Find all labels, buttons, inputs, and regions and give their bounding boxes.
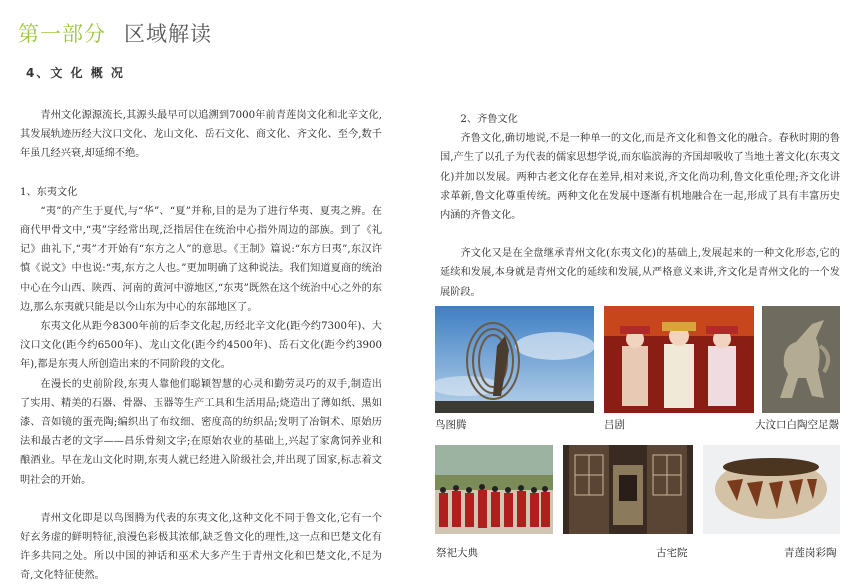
bird-totem-photo (435, 306, 594, 413)
qilu-heading: 2、齐鲁文化 (460, 114, 518, 125)
sacrifice-ceremony-photo (435, 445, 553, 534)
lu-opera-photo (604, 306, 754, 413)
qinglian-pottery-photo (703, 445, 840, 534)
caption-sacrifice-ceremony: 祭祀大典 (436, 547, 478, 559)
dongyi-heading: 1、东夷文化 (20, 186, 78, 198)
section-title: 4、文 化 概 况 (26, 66, 125, 80)
page-header (18, 18, 212, 50)
dongyi-paragraph-1: “夷”的产生于夏代,与“华”、“夏”并称,目的是为了进行华夷、夏夷之辨。在商代甲骨文中,“夷”字经常出现,泛指居住在统治中心指外周边的部族。到了《礼记》曲礼下,“夷”才开始有“东方之人”的意思。《王制》篇说:“东方曰夷”,东汉许慎《说文》中也说:“夷,东方之人也。”更加明确了这种说法。我们知道夏商的统治中心在今山西、陕西、河南的黄河中游地区,“东夷”既然在这个统治中心之外的东边,那么东夷就只能是以今山东为中心的东部地区了。 (20, 205, 382, 313)
intro-paragraph: 青州文化源源流长,其源头最早可以追溯到7000年前青莲岗文化和北辛文化,其发展轨迹历经大汶口文化、龙山文化、岳石文化、商文化、齐文化、至今,数千年虽几经兴衰,却延绵不绝。 (20, 110, 382, 160)
dawenkou-pottery-photo (762, 306, 840, 413)
qilu-paragraph-1: 齐鲁文化,确切地说,不是一种单一的文化,而是齐文化和鲁文化的融合。春秋时期的鲁国,产生了以孔子为代表的儒家思想学说,而东临滨海的齐国却吸收了当地土著文化(东夷文化)并加以发展。两种古老文化存在差异,相对来说,齐文化尚功利,鲁文化重伦理;齐文化讲求革新,鲁文化尊重传统。两种文化在发展中逐渐有机地融合在一起,形成了具有丰富历史内涵的齐鲁文化。 (440, 133, 840, 222)
dongyi-paragraph-4: 青州文化即是以鸟图腾为代表的东夷文化,这种文化不同于鲁文化,它有一个好玄务虚的鲜明特征,浪漫色彩极其浓郁,缺乏鲁文化的理性,这一点和巴楚文化有许多共同之处。所以中国的神话和巫术大多产生于青州文化和巴楚文化,不足为奇,文化特征使然。 (20, 512, 382, 582)
caption-qinglian-pottery: 青莲岗彩陶 (784, 547, 837, 559)
part-subtitle: 区域解读 (124, 22, 212, 46)
caption-lu-opera: 吕剧 (604, 419, 625, 431)
right-column (440, 110, 840, 302)
caption-bird-totem: 鸟图腾 (435, 419, 467, 431)
dongyi-paragraph-2: 东夷文化从距今8300年前的后李文化起,历经北辛文化(距今约7300年)、大汶口文化(距今约6500年)、龙山文化(距今约4500年)、岳石文化(距今约3900年),都是东夷人所创造出来的不同阶段的文化。 (20, 321, 382, 371)
part-title: 第一部分 (18, 22, 106, 46)
left-column (20, 106, 382, 586)
qilu-paragraph-2: 齐文化又是在全盘继承青州文化(东夷文化)的基础上,发展起来的一种文化形态,它的延续和发展,本身就是青州文化的延续和发展,从严格意义来讲,齐文化是青州文化的一个发展阶段。 (440, 248, 840, 298)
caption-ancient-courtyard: 古宅院 (656, 547, 688, 559)
ancient-courtyard-photo (563, 445, 693, 534)
caption-dawenkou-pottery: 大汶口白陶空足鬶 (755, 419, 839, 431)
dongyi-paragraph-3: 在漫长的史前阶段,东夷人靠他们聪颖智慧的心灵和勤劳灵巧的双手,制造出了实用、精美的石器、骨器、玉器等生产工具和生活用品;烧造出了薄如纸、黑如漆、音如镜的蛋壳陶;编织出了布纹细、密度高的纺织品;发明了冶铜术、原始历法和最古老的文字——昌乐骨刻文字;在原始农业的基础上,兴起了家禽饲养业和酿酒业。早在龙山文化时期,东夷人就已经进入阶级社会,并出现了国家,标志着文明社会的开始。 (20, 378, 382, 486)
